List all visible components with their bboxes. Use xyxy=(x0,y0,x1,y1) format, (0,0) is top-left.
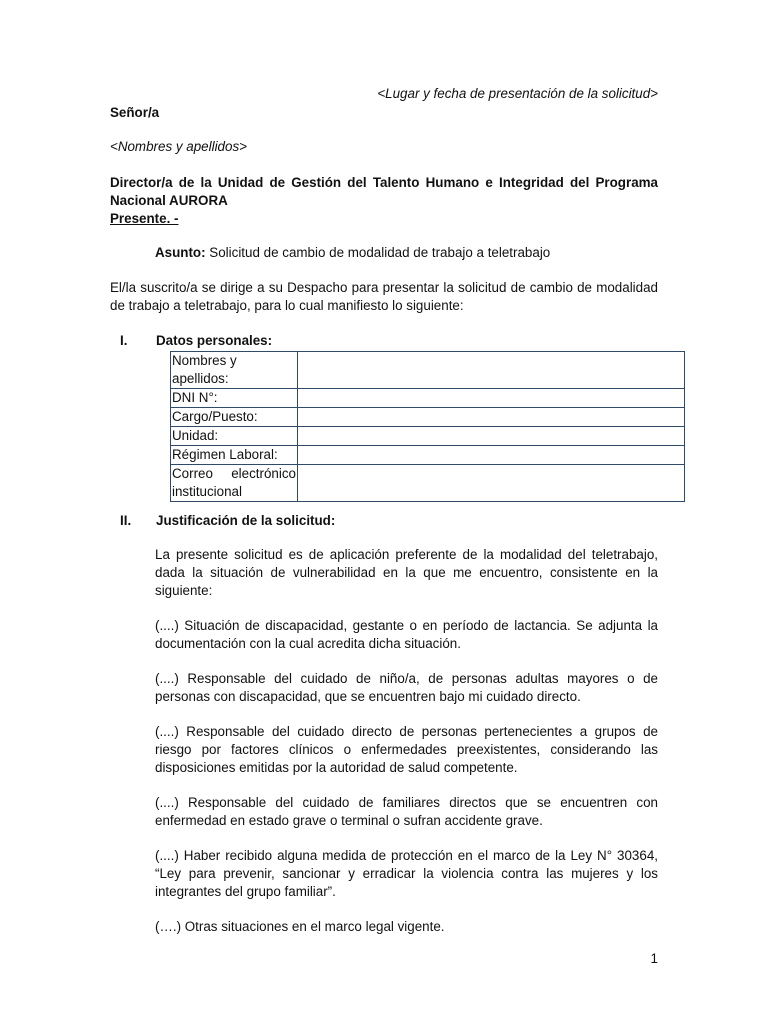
row-value-regimen[interactable] xyxy=(298,446,685,465)
table-row xyxy=(171,389,685,408)
table-row xyxy=(171,427,685,446)
row-value-cargo[interactable] xyxy=(298,408,685,427)
row-label-cargo: Cargo/Puesto: xyxy=(171,408,298,427)
row-label-regimen: Régimen Laboral: xyxy=(171,446,298,465)
option-grupos-riesgo: (....) Responsable del cuidado directo de personas pertenecientes a grupos de riesgo por factores clínicos o enfermedades preexistentes, considerando las disposiciones emitidas por la autoridad de salud competente. xyxy=(155,724,658,775)
section-2-number: II. xyxy=(120,513,132,528)
asunto-line xyxy=(155,244,550,262)
presente-line: Presente. - xyxy=(110,211,179,226)
row-value-nombres[interactable] xyxy=(298,352,685,389)
row-label-nombres: Nombres y apellidos: xyxy=(171,352,298,389)
lugar-fecha: <Lugar y fecha de presentación de la solicitud> xyxy=(377,86,658,101)
datos-personales-table xyxy=(170,351,685,502)
asunto-text: Solicitud de cambio de modalidad de trabajo a teletrabajo xyxy=(205,245,551,260)
row-label-unidad: Unidad: xyxy=(171,427,298,446)
asunto-label: Asunto: xyxy=(155,245,206,260)
table-row xyxy=(171,352,685,389)
table-row xyxy=(171,465,685,502)
row-value-unidad[interactable] xyxy=(298,427,685,446)
senor-heading: Señor/a xyxy=(110,105,160,120)
table-row xyxy=(171,446,685,465)
section-1-number: I. xyxy=(120,333,128,348)
row-value-dni[interactable] xyxy=(298,389,685,408)
section-2-title: Justificación de la solicitud: xyxy=(156,513,336,528)
director-title: Director/a de la Unidad de Gestión del Talento Humano e Integridad del Programa Nacional AURORA xyxy=(110,175,658,208)
option-familiares-grave: (....) Responsable del cuidado de familiares directos que se encuentren con enfermedad en estado grave o terminal o sufran accidente grave. xyxy=(155,795,658,828)
option-otras-situaciones: (….) Otras situaciones en el marco legal vigente. xyxy=(155,919,445,934)
justification-intro: La presente solicitud es de aplicación preferente de la modalidad del teletrabajo, dada la situación de vulnerabilidad en la que me encuentro, consistente en la siguiente: xyxy=(155,547,658,598)
row-label-correo: Correo electrónico institucional xyxy=(171,465,298,502)
nombres-apellidos-placeholder: <Nombres y apellidos> xyxy=(110,139,247,154)
row-label-dni: DNI N°: xyxy=(171,389,298,408)
option-medida-proteccion: (....) Haber recibido alguna medida de protección en el marco de la Ley N° 30364, “Ley para prevenir, sancionar y erradicar la violencia contra las mujeres y los integrantes del grupo familiar”. xyxy=(155,848,658,899)
section-1-title: Datos personales: xyxy=(156,333,273,348)
option-discapacidad: (....) Situación de discapacidad, gestante o en período de lactancia. Se adjunta la documentación con la cual acredita dicha situación. xyxy=(155,618,658,651)
table-row xyxy=(171,408,685,427)
intro-paragraph: El/la suscrito/a se dirige a su Despacho para presentar la solicitud de cambio de modalidad de trabajo a teletrabajo, para lo cual manifiesto lo siguiente: xyxy=(110,280,658,313)
row-value-correo[interactable] xyxy=(298,465,685,502)
option-cuidado-nino: (....) Responsable del cuidado de niño/a, de personas adultas mayores o de personas con discapacidad, que se encuentren bajo mi cuidado directo. xyxy=(155,671,658,704)
page-number: 1 xyxy=(650,951,658,966)
